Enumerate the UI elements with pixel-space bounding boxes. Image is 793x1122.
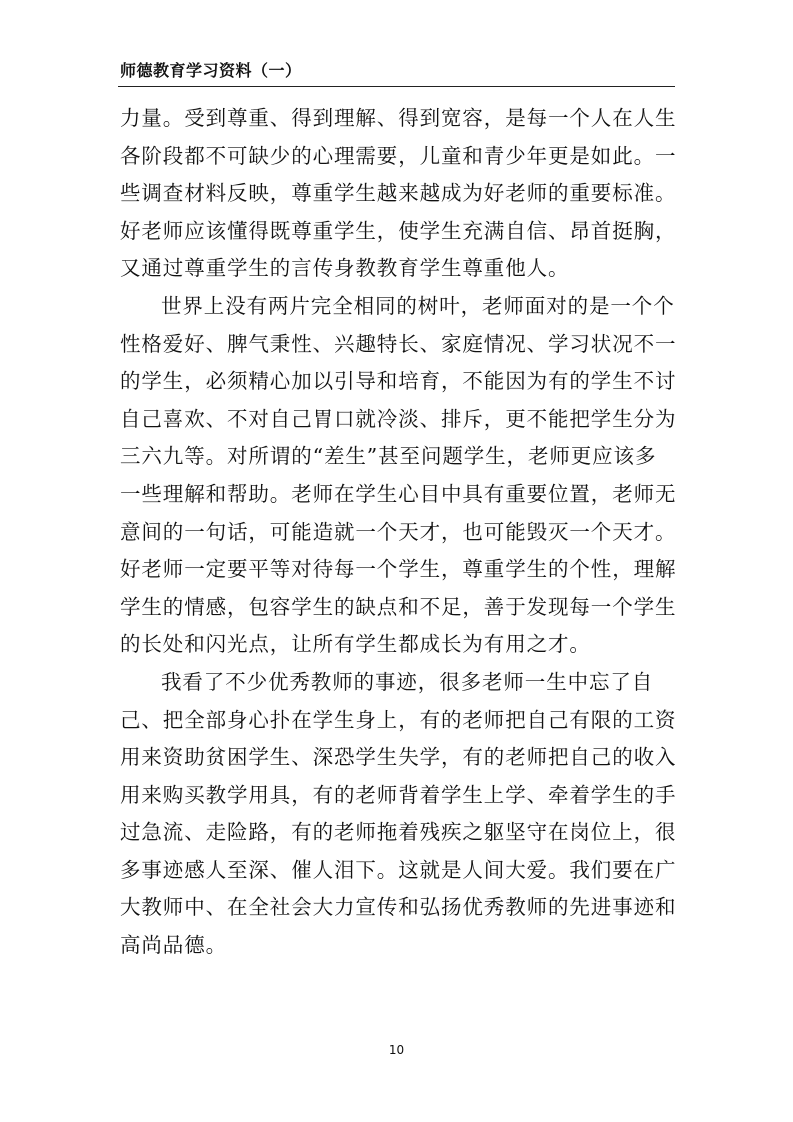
paragraph-3 <box>120 664 680 965</box>
paragraph-1 <box>120 100 680 288</box>
text-line: 又通过尊重学生的言传身教教育学生尊重他人。 <box>120 256 570 281</box>
text-line: 一些理解和帮助。老师在学生心目中具有重要位置，老师无 <box>120 481 677 506</box>
document-header-title: 师德教育学习资料（一） <box>120 61 302 80</box>
text-line: 些调查材料反映，尊重学生越来越成为好老师的重要标准。 <box>120 181 677 206</box>
text-line: 用来资助贫困学生、深恐学生失学，有的老师把自己的收入 <box>120 745 677 770</box>
text-line: 学生的情感，包容学生的缺点和不足，善于发现每一个学生 <box>120 594 677 619</box>
text-line: 用来购买教学用具，有的老师背着学生上学、牵着学生的手 <box>120 782 677 807</box>
text-line: 力量。受到尊重、得到理解、得到宽容，是每一个人在人生 <box>120 106 677 130</box>
text-line: 多事迹感人至深、催人泪下。这就是人间大爱。我们要在广 <box>120 857 677 882</box>
text-line: 各阶段都不可缺少的心理需要，儿童和青少年更是如此。一 <box>120 143 677 168</box>
text-line: 高尚品德。 <box>120 933 227 958</box>
text-line: 世界上没有两片完全相同的树叶，老师面对的是一个个 <box>161 293 675 318</box>
text-line: 好老师一定要平等对待每一个学生，尊重学生的个性，理解 <box>120 557 677 582</box>
text-line: 过急流、走险路，有的老师拖着残疾之躯坚守在岗位上，很 <box>120 820 677 845</box>
header-divider <box>118 86 675 87</box>
text-line: 己、把全部身心扑在学生身上，有的老师把自己有限的工资 <box>120 707 677 732</box>
document-body <box>120 100 680 965</box>
text-line: 的学生，必须精心加以引导和培育，不能因为有的学生不讨 <box>120 369 677 394</box>
text-line: 性格爱好、脾气秉性、兴趣特长、家庭情况、学习状况不一 <box>120 331 677 356</box>
text-line: 意间的一句话，可能造就一个天才，也可能毁灭一个天才。 <box>120 519 677 544</box>
text-line: 好老师应该懂得既尊重学生，使学生充满自信、昂首挺胸， <box>120 218 677 243</box>
text-line: 三六九等。对所谓的“差生”甚至问题学生，老师更应该多 <box>120 444 657 469</box>
text-line: 自己喜欢、不对自己胃口就冷淡、排斥，更不能把学生分为 <box>120 406 677 431</box>
paragraph-2 <box>120 288 680 664</box>
text-line: 大教师中、在全社会大力宣传和弘扬优秀教师的先进事迹和 <box>120 895 677 920</box>
text-line: 的长处和闪光点，让所有学生都成长为有用之才。 <box>120 632 591 657</box>
page-number: 10 <box>388 1043 405 1057</box>
text-line: 我看了不少优秀教师的事迹，很多老师一生中忘了自 <box>161 669 654 694</box>
